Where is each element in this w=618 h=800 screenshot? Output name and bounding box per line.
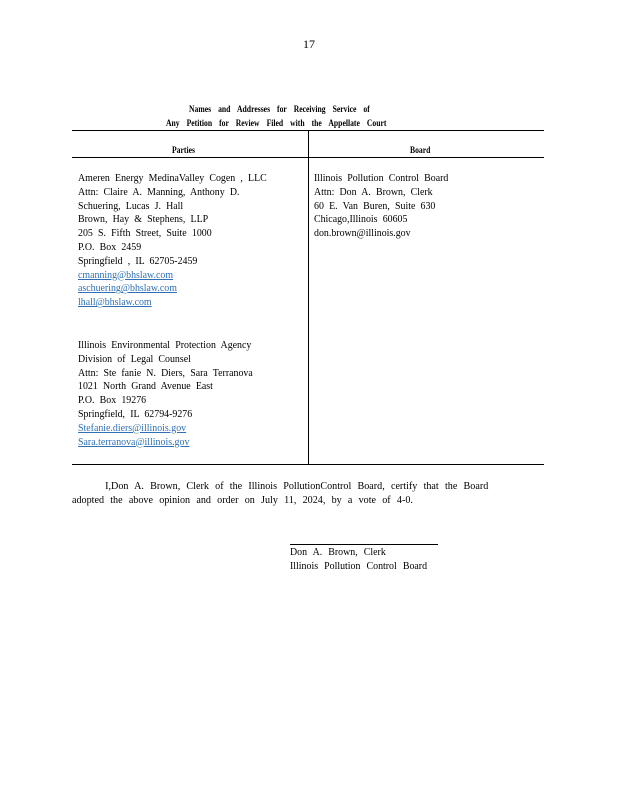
signature-org: Illinois Pollution Control Board (290, 560, 428, 572)
service-heading-line1: Names and Addresses for Receiving Service of (189, 104, 370, 114)
signature-name: Don A. Brown, Clerk (290, 546, 386, 558)
email-link[interactable]: Stefanie.diers@illinois.gov (78, 421, 187, 434)
party-iepa (78, 339, 253, 449)
party-address-line: P.O. Box 19276 (78, 394, 147, 407)
service-heading-line2: Any Petition for Review Filed with the Appellate Court (166, 118, 387, 128)
party-address-line: Springfield, IL 62794-9276 (78, 407, 193, 420)
party-address-line: Attn: Ste fanie N. Diers, Sara Terranova (78, 366, 253, 379)
party-address-line: 205 S. Fifth Street, Suite 1000 (78, 227, 212, 240)
board-address-line: 60 E. Van Buren, Suite 630 (314, 199, 436, 212)
party-address-line: Ameren Energy MedinaValley Cogen , LLC (78, 172, 267, 184)
party-address-line: Springfield , IL 62705-2459 (78, 254, 198, 267)
email-link[interactable]: cmanning@bhslaw.com (78, 268, 174, 281)
board-column-header: Board (410, 145, 431, 155)
party-address-line: Attn: Claire A. Manning, Anthony D. (78, 185, 240, 198)
board-address-line: don.brown@illinois.gov (314, 227, 411, 240)
party-address-line: Division of Legal Counsel (78, 352, 191, 365)
board-address (314, 172, 448, 241)
party-address-line: 1021 North Grand Avenue East (78, 380, 213, 393)
board-address-line: Chicago,Illinois 60605 (314, 213, 408, 226)
board-address-line: Illinois Pollution Control Board (314, 172, 449, 184)
email-link[interactable]: lhall@bhslaw.com (78, 296, 152, 309)
party-ameren (78, 172, 267, 310)
certification-paragraph (72, 479, 514, 507)
party-address-line: P.O. Box 2459 (78, 240, 142, 253)
certification-line: I,Don A. Brown, Clerk of the Illinois PollutionControl Board, certify that the Board (105, 480, 489, 492)
board-address-line: Attn: Don A. Brown, Clerk (314, 185, 433, 198)
column-divider (308, 130, 309, 464)
table-bottom-rule (72, 464, 544, 465)
party-address-line: Illinois Environmental Protection Agency (78, 339, 252, 351)
parties-column-header: Parties (172, 145, 195, 155)
signature-block (290, 545, 427, 573)
email-link[interactable]: Sara.terranova@illinois.gov (78, 435, 190, 448)
page-number: 17 (303, 37, 315, 51)
party-address-line: Brown, Hay & Stephens, LLP (78, 213, 209, 226)
party-address-line: Schuering, Lucas J. Hall (78, 199, 184, 212)
certification-line: adopted the above opinion and order on July 11, 2024, by a vote of 4-0. (72, 494, 413, 506)
email-link[interactable]: aschuering@bhslaw.com (78, 282, 177, 295)
